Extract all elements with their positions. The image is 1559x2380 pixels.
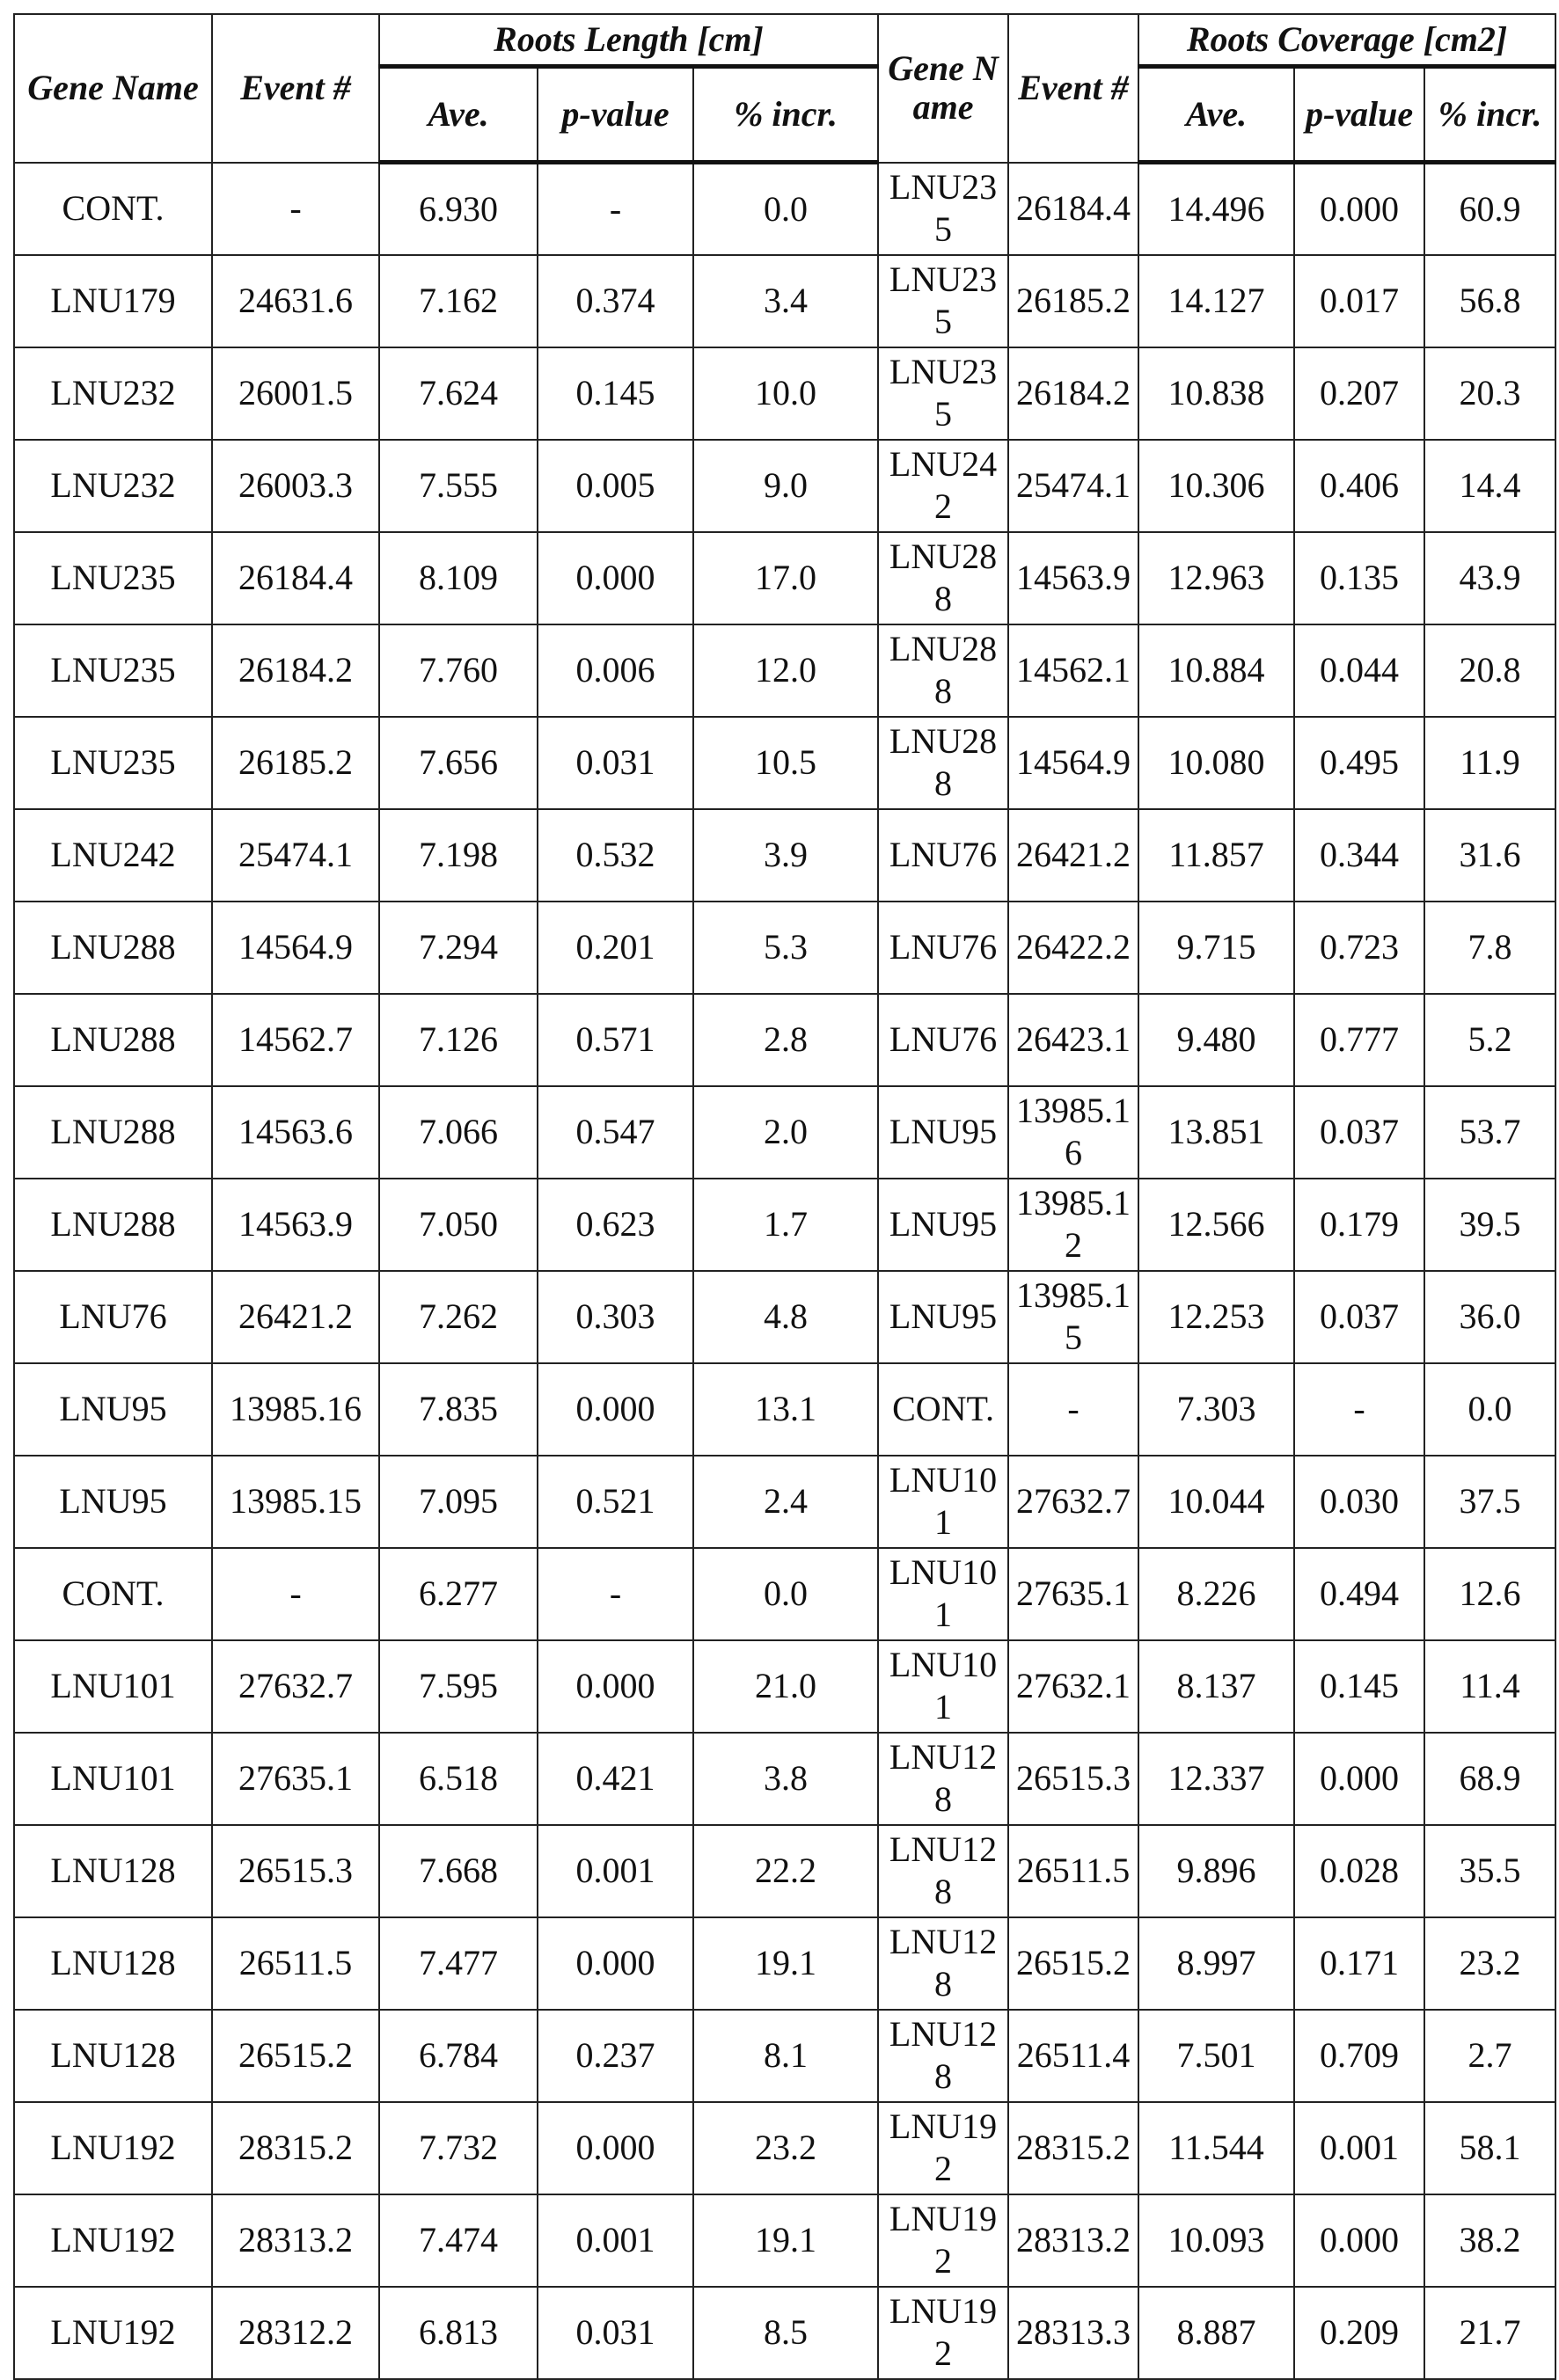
length-p-value-cell: 0.006 <box>538 624 693 717</box>
table-row <box>14 1179 1555 1271</box>
table-row <box>14 347 1555 440</box>
coverage-ave-cell: 9.896 <box>1138 1825 1294 1917</box>
table-row <box>14 717 1555 809</box>
length-pct-incr-cell: 0.0 <box>693 163 878 255</box>
coverage-ave-cell: 12.566 <box>1138 1179 1294 1271</box>
coverage-gene-name-cell: LNU101 <box>878 1640 1008 1733</box>
coverage-p-value-cell: 0.171 <box>1294 1917 1424 2010</box>
length-ave-cell: 7.595 <box>379 1640 538 1733</box>
coverage-p-value-cell: 0.000 <box>1294 1733 1424 1825</box>
length-ave-cell: 7.474 <box>379 2194 538 2287</box>
coverage-p-value-cell: 0.030 <box>1294 1456 1424 1548</box>
length-p-value-cell: 0.623 <box>538 1179 693 1271</box>
table-row <box>14 2194 1555 2287</box>
length-event-cell: 28313.2 <box>212 2194 379 2287</box>
length-gene-name-cell: LNU192 <box>14 2102 212 2194</box>
coverage-pct-incr-cell: 36.0 <box>1424 1271 1555 1363</box>
coverage-pct-incr-cell: 43.9 <box>1424 532 1555 624</box>
length-p-value-cell: 0.374 <box>538 255 693 347</box>
length-event-cell: 26421.2 <box>212 1271 379 1363</box>
length-ave-cell: 7.555 <box>379 440 538 532</box>
coverage-ave-cell: 10.884 <box>1138 624 1294 717</box>
length-gene-name-cell: LNU235 <box>14 624 212 717</box>
length-gene-name-cell: LNU288 <box>14 994 212 1086</box>
length-gene-name-cell: LNU101 <box>14 1640 212 1733</box>
coverage-pct-incr-cell: 35.5 <box>1424 1825 1555 1917</box>
coverage-event-cell: 14563.9 <box>1008 532 1138 624</box>
coverage-event-cell: 28313.3 <box>1008 2287 1138 2379</box>
coverage-pct-incr-cell: 37.5 <box>1424 1456 1555 1548</box>
length-pct-incr-cell: 5.3 <box>693 902 878 994</box>
coverage-pct-incr-cell: 20.3 <box>1424 347 1555 440</box>
length-gene-name-cell: LNU128 <box>14 1825 212 1917</box>
length-p-value-cell: 0.000 <box>538 1917 693 2010</box>
coverage-pct-incr-cell: 58.1 <box>1424 2102 1555 2194</box>
coverage-gene-name-cell: LNU76 <box>878 902 1008 994</box>
length-pct-incr-cell: 9.0 <box>693 440 878 532</box>
coverage-p-value-cell: 0.344 <box>1294 809 1424 902</box>
length-p-value-cell: - <box>538 1548 693 1640</box>
table-row <box>14 2010 1555 2102</box>
length-ave-cell: 7.656 <box>379 717 538 809</box>
coverage-p-value-cell: 0.777 <box>1294 994 1424 1086</box>
length-p-value-cell: 0.001 <box>538 2194 693 2287</box>
length-ave-cell: 7.050 <box>379 1179 538 1271</box>
length-gene-name-cell: CONT. <box>14 1548 212 1640</box>
header-ave: Ave. <box>379 67 538 163</box>
coverage-ave-cell: 10.044 <box>1138 1456 1294 1548</box>
coverage-pct-incr-cell: 60.9 <box>1424 163 1555 255</box>
length-pct-incr-cell: 2.0 <box>693 1086 878 1179</box>
roots-data-table <box>13 13 1556 2380</box>
coverage-pct-incr-cell: 23.2 <box>1424 1917 1555 2010</box>
coverage-event-cell: 13985.15 <box>1008 1271 1138 1363</box>
coverage-event-cell: 26185.2 <box>1008 255 1138 347</box>
length-event-cell: 26184.2 <box>212 624 379 717</box>
length-p-value-cell: 0.000 <box>538 532 693 624</box>
table-row <box>14 255 1555 347</box>
coverage-ave-cell: 7.501 <box>1138 2010 1294 2102</box>
length-ave-cell: 7.624 <box>379 347 538 440</box>
header-p-value: p-value <box>538 67 693 163</box>
coverage-p-value-cell: 0.037 <box>1294 1271 1424 1363</box>
header-gene-name: Gene Name <box>14 14 212 163</box>
coverage-event-cell: 26511.5 <box>1008 1825 1138 1917</box>
header-p-value-2: p-value <box>1294 67 1424 163</box>
coverage-ave-cell: 11.544 <box>1138 2102 1294 2194</box>
coverage-p-value-cell: 0.028 <box>1294 1825 1424 1917</box>
coverage-event-cell: 13985.16 <box>1008 1086 1138 1179</box>
coverage-p-value-cell: 0.145 <box>1294 1640 1424 1733</box>
coverage-event-cell: 28313.2 <box>1008 2194 1138 2287</box>
length-gene-name-cell: LNU179 <box>14 255 212 347</box>
length-pct-incr-cell: 3.9 <box>693 809 878 902</box>
coverage-ave-cell: 11.857 <box>1138 809 1294 902</box>
coverage-gene-name-cell: LNU95 <box>878 1271 1008 1363</box>
coverage-p-value-cell: 0.000 <box>1294 2194 1424 2287</box>
length-p-value-cell: 0.547 <box>538 1086 693 1179</box>
length-gene-name-cell: LNU288 <box>14 1179 212 1271</box>
length-p-value-cell: 0.237 <box>538 2010 693 2102</box>
length-gene-name-cell: LNU128 <box>14 2010 212 2102</box>
table-row <box>14 809 1555 902</box>
length-gene-name-cell: LNU235 <box>14 532 212 624</box>
length-gene-name-cell: CONT. <box>14 163 212 255</box>
coverage-pct-incr-cell: 2.7 <box>1424 2010 1555 2102</box>
header-event: Event # <box>212 14 379 163</box>
coverage-pct-incr-cell: 12.6 <box>1424 1548 1555 1640</box>
length-ave-cell: 6.930 <box>379 163 538 255</box>
coverage-gene-name-cell: LNU235 <box>878 255 1008 347</box>
length-ave-cell: 7.066 <box>379 1086 538 1179</box>
coverage-pct-incr-cell: 31.6 <box>1424 809 1555 902</box>
coverage-gene-name-cell: LNU128 <box>878 1825 1008 1917</box>
coverage-pct-incr-cell: 7.8 <box>1424 902 1555 994</box>
coverage-gene-name-cell: LNU128 <box>878 1917 1008 2010</box>
length-pct-incr-cell: 23.2 <box>693 2102 878 2194</box>
length-ave-cell: 7.095 <box>379 1456 538 1548</box>
length-ave-cell: 7.126 <box>379 994 538 1086</box>
table-row <box>14 1086 1555 1179</box>
coverage-gene-name-cell: LNU192 <box>878 2287 1008 2379</box>
length-gene-name-cell: LNU76 <box>14 1271 212 1363</box>
coverage-p-value-cell: 0.406 <box>1294 440 1424 532</box>
length-gene-name-cell: LNU95 <box>14 1363 212 1456</box>
coverage-pct-incr-cell: 0.0 <box>1424 1363 1555 1456</box>
length-gene-name-cell: LNU192 <box>14 2287 212 2379</box>
table-row <box>14 1456 1555 1548</box>
length-event-cell: - <box>212 1548 379 1640</box>
coverage-event-cell: 26421.2 <box>1008 809 1138 902</box>
length-gene-name-cell: LNU242 <box>14 809 212 902</box>
length-pct-incr-cell: 3.8 <box>693 1733 878 1825</box>
table-row <box>14 1733 1555 1825</box>
length-pct-incr-cell: 13.1 <box>693 1363 878 1456</box>
coverage-gene-name-cell: LNU242 <box>878 440 1008 532</box>
length-event-cell: 13985.16 <box>212 1363 379 1456</box>
coverage-pct-incr-cell: 21.7 <box>1424 2287 1555 2379</box>
length-p-value-cell: 0.421 <box>538 1733 693 1825</box>
coverage-p-value-cell: 0.179 <box>1294 1179 1424 1271</box>
coverage-ave-cell: 12.253 <box>1138 1271 1294 1363</box>
coverage-pct-incr-cell: 68.9 <box>1424 1733 1555 1825</box>
length-p-value-cell: 0.031 <box>538 717 693 809</box>
header-pct-incr: % incr. <box>693 67 878 163</box>
length-ave-cell: 7.732 <box>379 2102 538 2194</box>
coverage-ave-cell: 7.303 <box>1138 1363 1294 1456</box>
length-event-cell: 26001.5 <box>212 347 379 440</box>
length-event-cell: 28312.2 <box>212 2287 379 2379</box>
table-row <box>14 163 1555 255</box>
table-row <box>14 1917 1555 2010</box>
length-event-cell: 27635.1 <box>212 1733 379 1825</box>
length-gene-name-cell: LNU235 <box>14 717 212 809</box>
coverage-event-cell: 26184.4 <box>1008 163 1138 255</box>
length-pct-incr-cell: 8.1 <box>693 2010 878 2102</box>
coverage-event-cell: 14562.1 <box>1008 624 1138 717</box>
length-event-cell: 27632.7 <box>212 1640 379 1733</box>
coverage-p-value-cell: 0.037 <box>1294 1086 1424 1179</box>
table-row <box>14 624 1555 717</box>
length-event-cell: 26515.3 <box>212 1825 379 1917</box>
coverage-gene-name-cell: LNU76 <box>878 994 1008 1086</box>
coverage-gene-name-cell: LNU235 <box>878 347 1008 440</box>
coverage-gene-name-cell: LNU192 <box>878 2102 1008 2194</box>
table-row <box>14 1825 1555 1917</box>
coverage-gene-name-cell: LNU288 <box>878 624 1008 717</box>
length-ave-cell: 6.813 <box>379 2287 538 2379</box>
length-ave-cell: 7.835 <box>379 1363 538 1456</box>
length-event-cell: 26515.2 <box>212 2010 379 2102</box>
table-row <box>14 994 1555 1086</box>
coverage-p-value-cell: 0.000 <box>1294 163 1424 255</box>
header-ave-2: Ave. <box>1138 67 1294 163</box>
length-p-value-cell: 0.145 <box>538 347 693 440</box>
coverage-event-cell: - <box>1008 1363 1138 1456</box>
coverage-p-value-cell: 0.494 <box>1294 1548 1424 1640</box>
coverage-ave-cell: 9.715 <box>1138 902 1294 994</box>
coverage-ave-cell: 12.963 <box>1138 532 1294 624</box>
coverage-event-cell: 26515.2 <box>1008 1917 1138 2010</box>
length-pct-incr-cell: 22.2 <box>693 1825 878 1917</box>
coverage-pct-incr-cell: 11.9 <box>1424 717 1555 809</box>
length-pct-incr-cell: 8.5 <box>693 2287 878 2379</box>
length-pct-incr-cell: 10.0 <box>693 347 878 440</box>
length-gene-name-cell: LNU232 <box>14 347 212 440</box>
length-ave-cell: 7.477 <box>379 1917 538 2010</box>
length-gene-name-cell: LNU95 <box>14 1456 212 1548</box>
coverage-ave-cell: 13.851 <box>1138 1086 1294 1179</box>
coverage-event-cell: 27632.1 <box>1008 1640 1138 1733</box>
coverage-p-value-cell: 0.044 <box>1294 624 1424 717</box>
length-event-cell: 14563.9 <box>212 1179 379 1271</box>
coverage-ave-cell: 9.480 <box>1138 994 1294 1086</box>
coverage-ave-cell: 14.127 <box>1138 255 1294 347</box>
length-pct-incr-cell: 10.5 <box>693 717 878 809</box>
length-event-cell: 25474.1 <box>212 809 379 902</box>
length-gene-name-cell: LNU288 <box>14 902 212 994</box>
length-gene-name-cell: LNU128 <box>14 1917 212 2010</box>
coverage-gene-name-cell: LNU192 <box>878 2194 1008 2287</box>
coverage-event-cell: 27635.1 <box>1008 1548 1138 1640</box>
length-p-value-cell: - <box>538 163 693 255</box>
table-row <box>14 1640 1555 1733</box>
coverage-event-cell: 13985.12 <box>1008 1179 1138 1271</box>
length-p-value-cell: 0.000 <box>538 2102 693 2194</box>
length-event-cell: 26511.5 <box>212 1917 379 2010</box>
coverage-gene-name-cell: LNU128 <box>878 1733 1008 1825</box>
coverage-gene-name-cell: LNU288 <box>878 717 1008 809</box>
length-p-value-cell: 0.201 <box>538 902 693 994</box>
length-pct-incr-cell: 4.8 <box>693 1271 878 1363</box>
header-gene-name-2: Gene Name <box>878 14 1008 163</box>
coverage-gene-name-cell: LNU101 <box>878 1456 1008 1548</box>
coverage-gene-name-cell: LNU235 <box>878 163 1008 255</box>
coverage-ave-cell: 8.997 <box>1138 1917 1294 2010</box>
length-pct-incr-cell: 0.0 <box>693 1548 878 1640</box>
coverage-event-cell: 26423.1 <box>1008 994 1138 1086</box>
length-gene-name-cell: LNU232 <box>14 440 212 532</box>
table-row <box>14 1363 1555 1456</box>
length-pct-incr-cell: 12.0 <box>693 624 878 717</box>
coverage-p-value-cell: 0.723 <box>1294 902 1424 994</box>
length-event-cell: 13985.15 <box>212 1456 379 1548</box>
coverage-p-value-cell: 0.017 <box>1294 255 1424 347</box>
length-pct-incr-cell: 19.1 <box>693 1917 878 2010</box>
coverage-gene-name-cell: LNU101 <box>878 1548 1008 1640</box>
coverage-event-cell: 26511.4 <box>1008 2010 1138 2102</box>
length-gene-name-cell: LNU101 <box>14 1733 212 1825</box>
length-gene-name-cell: LNU288 <box>14 1086 212 1179</box>
coverage-p-value-cell: 0.207 <box>1294 347 1424 440</box>
length-ave-cell: 7.198 <box>379 809 538 902</box>
coverage-ave-cell: 10.306 <box>1138 440 1294 532</box>
length-pct-incr-cell: 21.0 <box>693 1640 878 1733</box>
coverage-ave-cell: 10.093 <box>1138 2194 1294 2287</box>
coverage-pct-incr-cell: 56.8 <box>1424 255 1555 347</box>
coverage-gene-name-cell: LNU128 <box>878 2010 1008 2102</box>
coverage-event-cell: 25474.1 <box>1008 440 1138 532</box>
length-ave-cell: 7.668 <box>379 1825 538 1917</box>
coverage-ave-cell: 8.887 <box>1138 2287 1294 2379</box>
coverage-gene-name-cell: LNU95 <box>878 1179 1008 1271</box>
length-p-value-cell: 0.005 <box>538 440 693 532</box>
coverage-event-cell: 26422.2 <box>1008 902 1138 994</box>
coverage-p-value-cell: - <box>1294 1363 1424 1456</box>
length-event-cell: 26184.4 <box>212 532 379 624</box>
length-p-value-cell: 0.571 <box>538 994 693 1086</box>
length-p-value-cell: 0.303 <box>538 1271 693 1363</box>
length-p-value-cell: 0.031 <box>538 2287 693 2379</box>
table-row <box>14 1271 1555 1363</box>
length-event-cell: 26003.3 <box>212 440 379 532</box>
length-ave-cell: 7.760 <box>379 624 538 717</box>
length-gene-name-cell: LNU192 <box>14 2194 212 2287</box>
length-event-cell: 14564.9 <box>212 902 379 994</box>
length-event-cell: - <box>212 163 379 255</box>
length-ave-cell: 6.277 <box>379 1548 538 1640</box>
coverage-ave-cell: 10.080 <box>1138 717 1294 809</box>
coverage-pct-incr-cell: 14.4 <box>1424 440 1555 532</box>
length-p-value-cell: 0.001 <box>538 1825 693 1917</box>
coverage-ave-cell: 14.496 <box>1138 163 1294 255</box>
coverage-pct-incr-cell: 5.2 <box>1424 994 1555 1086</box>
coverage-pct-incr-cell: 39.5 <box>1424 1179 1555 1271</box>
length-ave-cell: 7.294 <box>379 902 538 994</box>
table-row <box>14 440 1555 532</box>
coverage-ave-cell: 10.838 <box>1138 347 1294 440</box>
coverage-p-value-cell: 0.709 <box>1294 2010 1424 2102</box>
length-p-value-cell: 0.532 <box>538 809 693 902</box>
length-pct-incr-cell: 3.4 <box>693 255 878 347</box>
coverage-ave-cell: 12.337 <box>1138 1733 1294 1825</box>
header-roots-coverage: Roots Coverage [cm2] <box>1138 14 1555 67</box>
coverage-event-cell: 26515.3 <box>1008 1733 1138 1825</box>
length-ave-cell: 6.784 <box>379 2010 538 2102</box>
length-pct-incr-cell: 1.7 <box>693 1179 878 1271</box>
length-event-cell: 26185.2 <box>212 717 379 809</box>
length-pct-incr-cell: 2.4 <box>693 1456 878 1548</box>
coverage-pct-incr-cell: 38.2 <box>1424 2194 1555 2287</box>
coverage-p-value-cell: 0.135 <box>1294 532 1424 624</box>
coverage-gene-name-cell: LNU95 <box>878 1086 1008 1179</box>
coverage-p-value-cell: 0.209 <box>1294 2287 1424 2379</box>
coverage-p-value-cell: 0.001 <box>1294 2102 1424 2194</box>
header-event-2: Event # <box>1008 14 1138 163</box>
table-row <box>14 2287 1555 2379</box>
coverage-pct-incr-cell: 53.7 <box>1424 1086 1555 1179</box>
coverage-gene-name-cell: LNU76 <box>878 809 1008 902</box>
length-event-cell: 14562.7 <box>212 994 379 1086</box>
coverage-event-cell: 27632.7 <box>1008 1456 1138 1548</box>
length-ave-cell: 6.518 <box>379 1733 538 1825</box>
coverage-event-cell: 26184.2 <box>1008 347 1138 440</box>
header-row-group <box>14 14 1555 67</box>
length-ave-cell: 7.262 <box>379 1271 538 1363</box>
header-pct-incr-2: % incr. <box>1424 67 1555 163</box>
coverage-pct-incr-cell: 20.8 <box>1424 624 1555 717</box>
length-event-cell: 28315.2 <box>212 2102 379 2194</box>
length-event-cell: 14563.6 <box>212 1086 379 1179</box>
coverage-pct-incr-cell: 11.4 <box>1424 1640 1555 1733</box>
coverage-ave-cell: 8.137 <box>1138 1640 1294 1733</box>
length-pct-incr-cell: 17.0 <box>693 532 878 624</box>
length-event-cell: 24631.6 <box>212 255 379 347</box>
header-roots-length: Roots Length [cm] <box>379 14 878 67</box>
table-row <box>14 532 1555 624</box>
length-p-value-cell: 0.521 <box>538 1456 693 1548</box>
coverage-ave-cell: 8.226 <box>1138 1548 1294 1640</box>
coverage-gene-name-cell: CONT. <box>878 1363 1008 1456</box>
length-p-value-cell: 0.000 <box>538 1363 693 1456</box>
coverage-event-cell: 14564.9 <box>1008 717 1138 809</box>
coverage-event-cell: 28315.2 <box>1008 2102 1138 2194</box>
length-p-value-cell: 0.000 <box>538 1640 693 1733</box>
length-ave-cell: 8.109 <box>379 532 538 624</box>
length-pct-incr-cell: 2.8 <box>693 994 878 1086</box>
table-body <box>14 163 1555 2379</box>
coverage-gene-name-cell: LNU288 <box>878 532 1008 624</box>
coverage-p-value-cell: 0.495 <box>1294 717 1424 809</box>
table-row <box>14 2102 1555 2194</box>
table-row <box>14 1548 1555 1640</box>
length-pct-incr-cell: 19.1 <box>693 2194 878 2287</box>
table-row <box>14 902 1555 994</box>
length-ave-cell: 7.162 <box>379 255 538 347</box>
